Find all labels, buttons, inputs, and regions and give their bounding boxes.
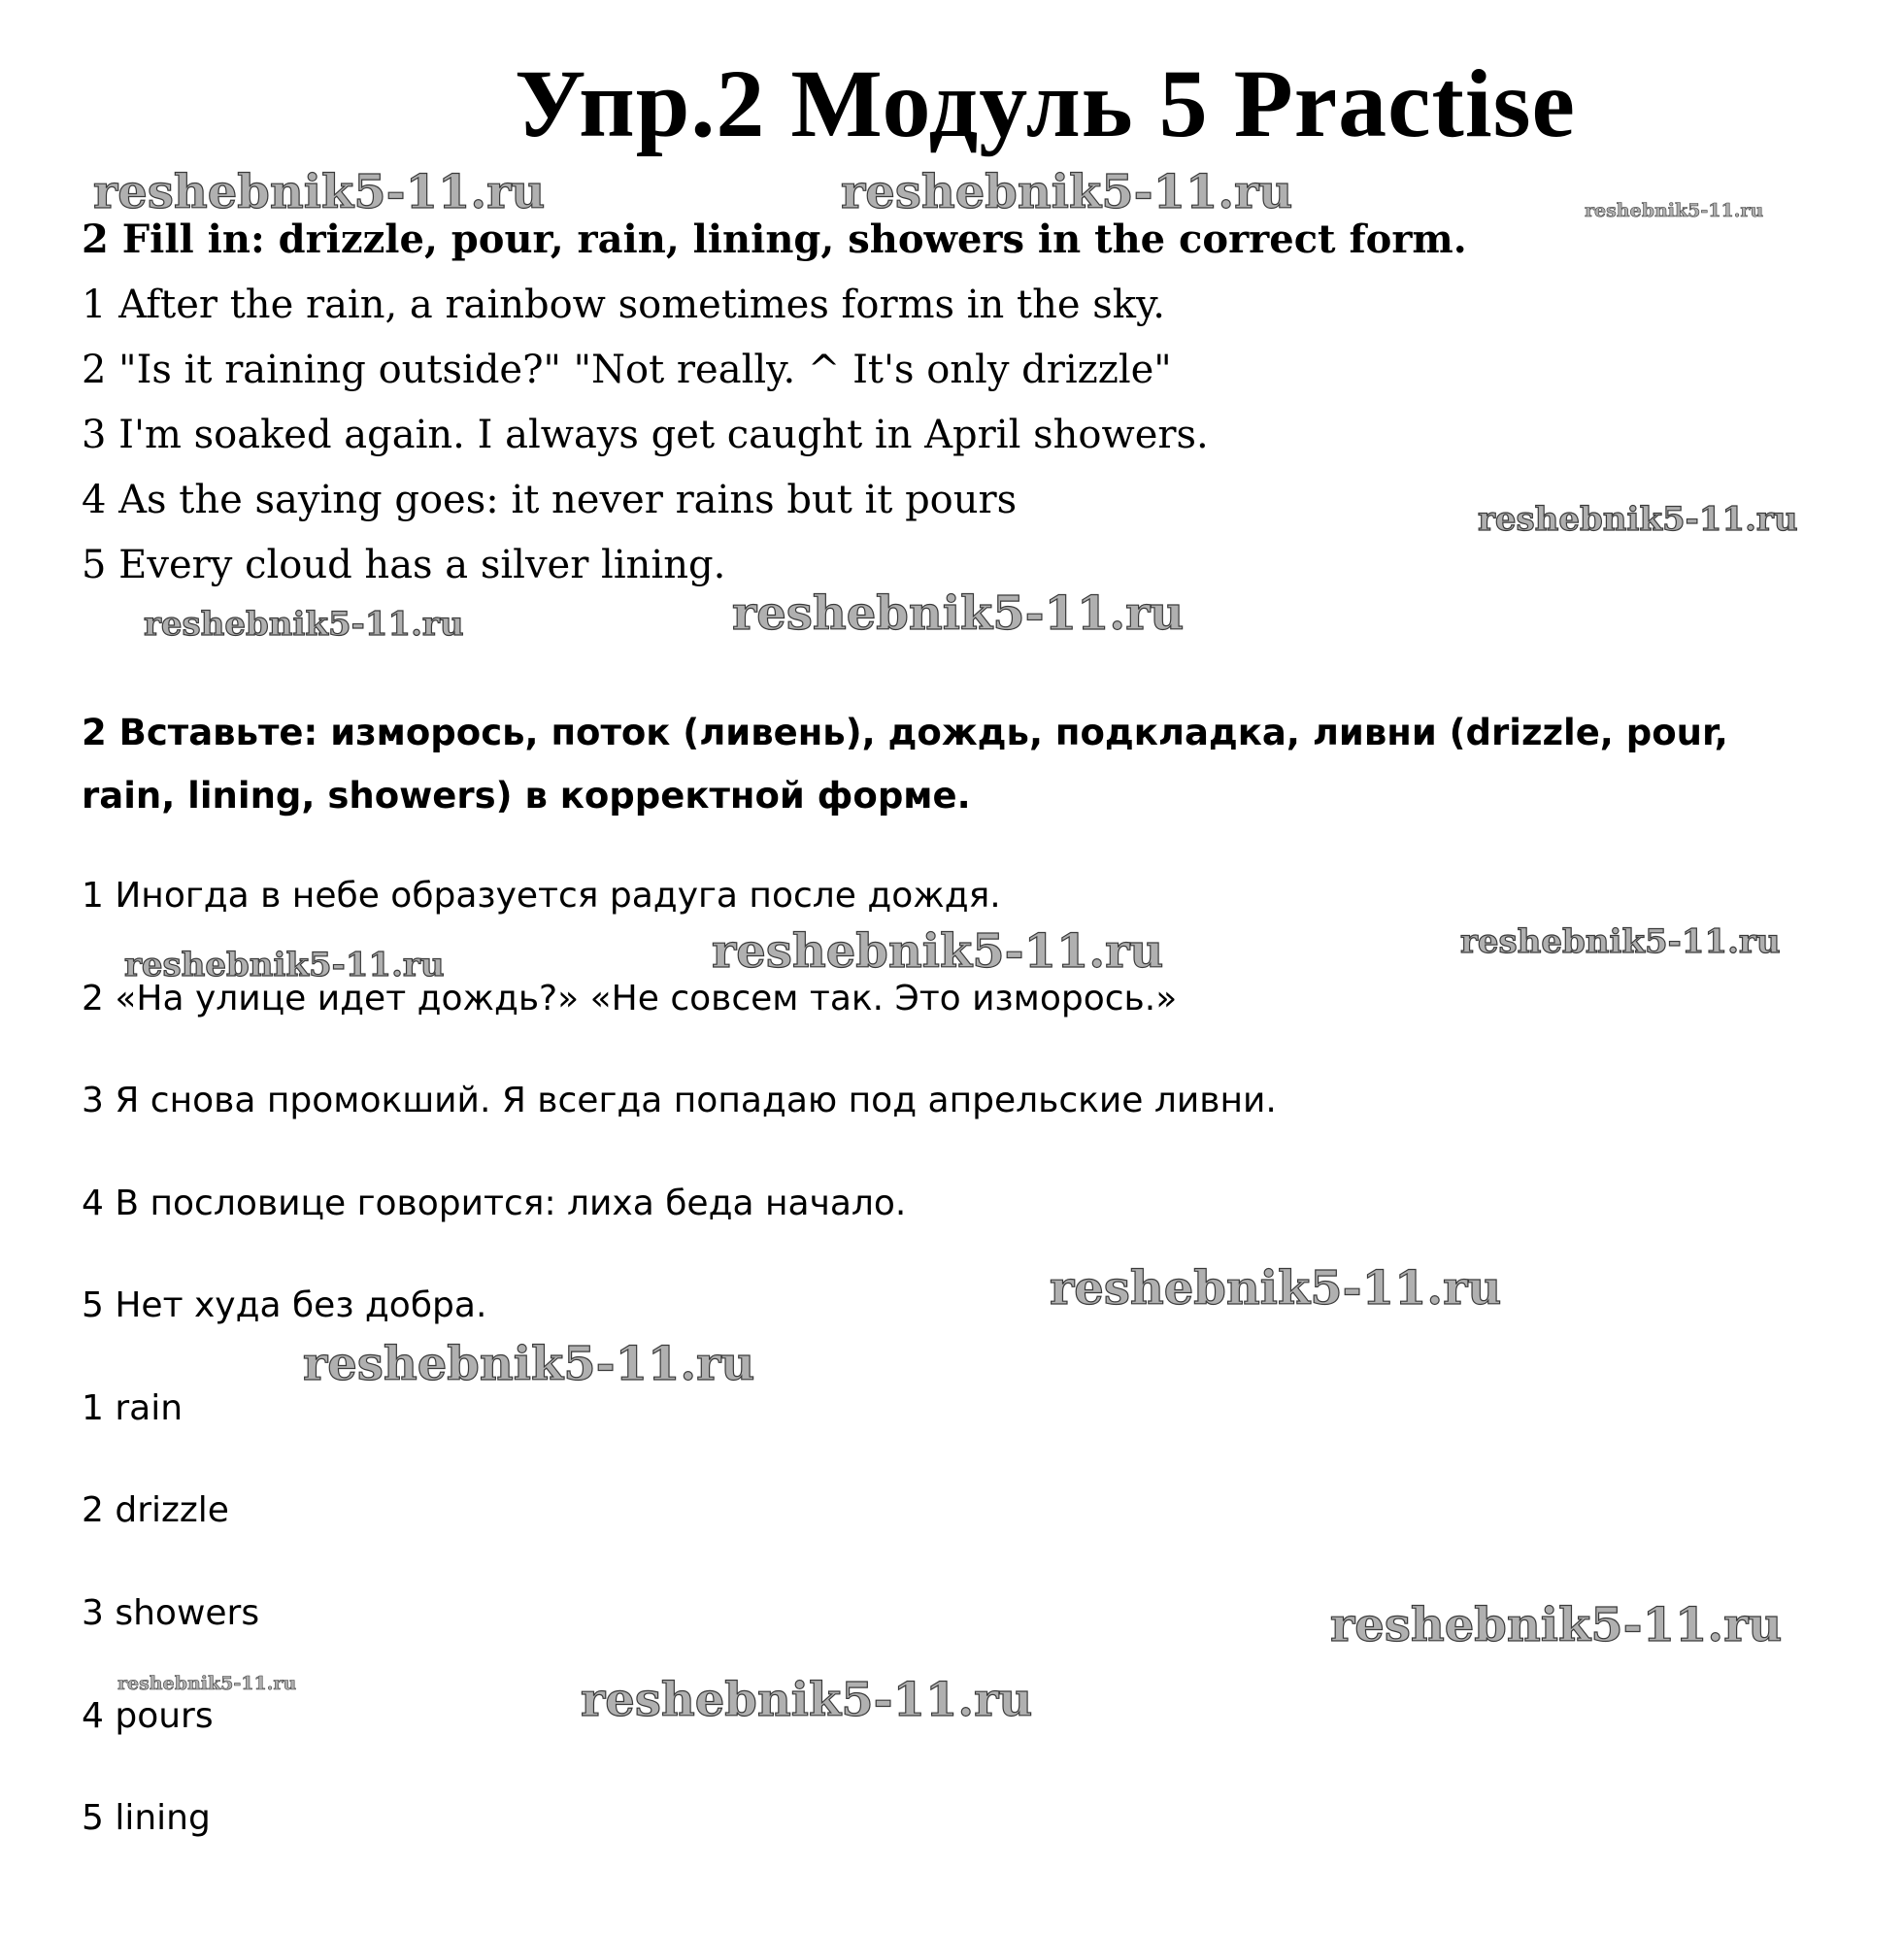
- sentence-en-2: 2 "Is it raining outside?" "Not really. ^ It's only drizzle": [82, 348, 1172, 392]
- sentence-en-4: 4 As the saying goes: it never rains but it pours: [82, 478, 1018, 522]
- answer-4: 4 pours: [82, 1696, 214, 1736]
- watermark: reshebnik5-11.ru: [581, 1673, 1033, 1727]
- sentence-ru-5: 5 Нет худа без добра.: [82, 1285, 487, 1325]
- answer-5: 5 lining: [82, 1798, 211, 1838]
- sentence-en-5: 5 Every cloud has a silver lining.: [82, 543, 726, 587]
- watermark: reshebnik5-11.ru: [732, 586, 1185, 641]
- page-title: Упр.2 Модуль 5 Practise: [515, 50, 1576, 157]
- watermark: reshebnik5-11.ru: [1050, 1261, 1502, 1316]
- watermark: reshebnik5-11.ru: [303, 1337, 755, 1391]
- exercise-heading-ru: 2 Вставьте: изморось, поток (ливень), дождь, подкладка, ливни (drizzle, pour, rain, lining, showers) в корректной форме.: [82, 712, 1728, 817]
- watermark: reshebnik5-11.ru: [1585, 200, 1764, 221]
- answer-3: 3 showers: [82, 1593, 260, 1633]
- sentence-ru-3: 3 Я снова промокший. Я всегда попадаю под апрельские ливни.: [82, 1081, 1277, 1120]
- watermark: reshebnik5-11.ru: [1330, 1598, 1783, 1652]
- watermark: reshebnik5-11.ru: [144, 605, 464, 644]
- exercise-heading-en: 2 Fill in: drizzle, pour, rain, lining, showers in the correct form.: [82, 217, 1467, 262]
- watermark: reshebnik5-11.ru: [93, 165, 546, 219]
- watermark: reshebnik5-11.ru: [712, 924, 1164, 979]
- watermark: reshebnik5-11.ru: [1478, 500, 1798, 539]
- sentence-en-3: 3 I'm soaked again. I always get caught in April showers.: [82, 413, 1209, 457]
- sentence-ru-4: 4 В пословице говорится: лиха беда начало.: [82, 1184, 907, 1223]
- sentence-en-1: 1 After the rain, a rainbow sometimes forms in the sky.: [82, 283, 1165, 327]
- watermark: reshebnik5-11.ru: [841, 165, 1293, 219]
- sentence-ru-1: 1 Иногда в небе образуется радуга после дождя.: [82, 876, 1001, 916]
- watermark: reshebnik5-11.ru: [117, 1673, 297, 1694]
- watermark: reshebnik5-11.ru: [1460, 922, 1781, 961]
- answer-1: 1 rain: [82, 1388, 184, 1428]
- answer-2: 2 drizzle: [82, 1490, 229, 1530]
- sentence-ru-2: 2 «На улице идет дождь?» «Не совсем так. Это изморось.»: [82, 979, 1178, 1018]
- watermark: reshebnik5-11.ru: [124, 946, 445, 984]
